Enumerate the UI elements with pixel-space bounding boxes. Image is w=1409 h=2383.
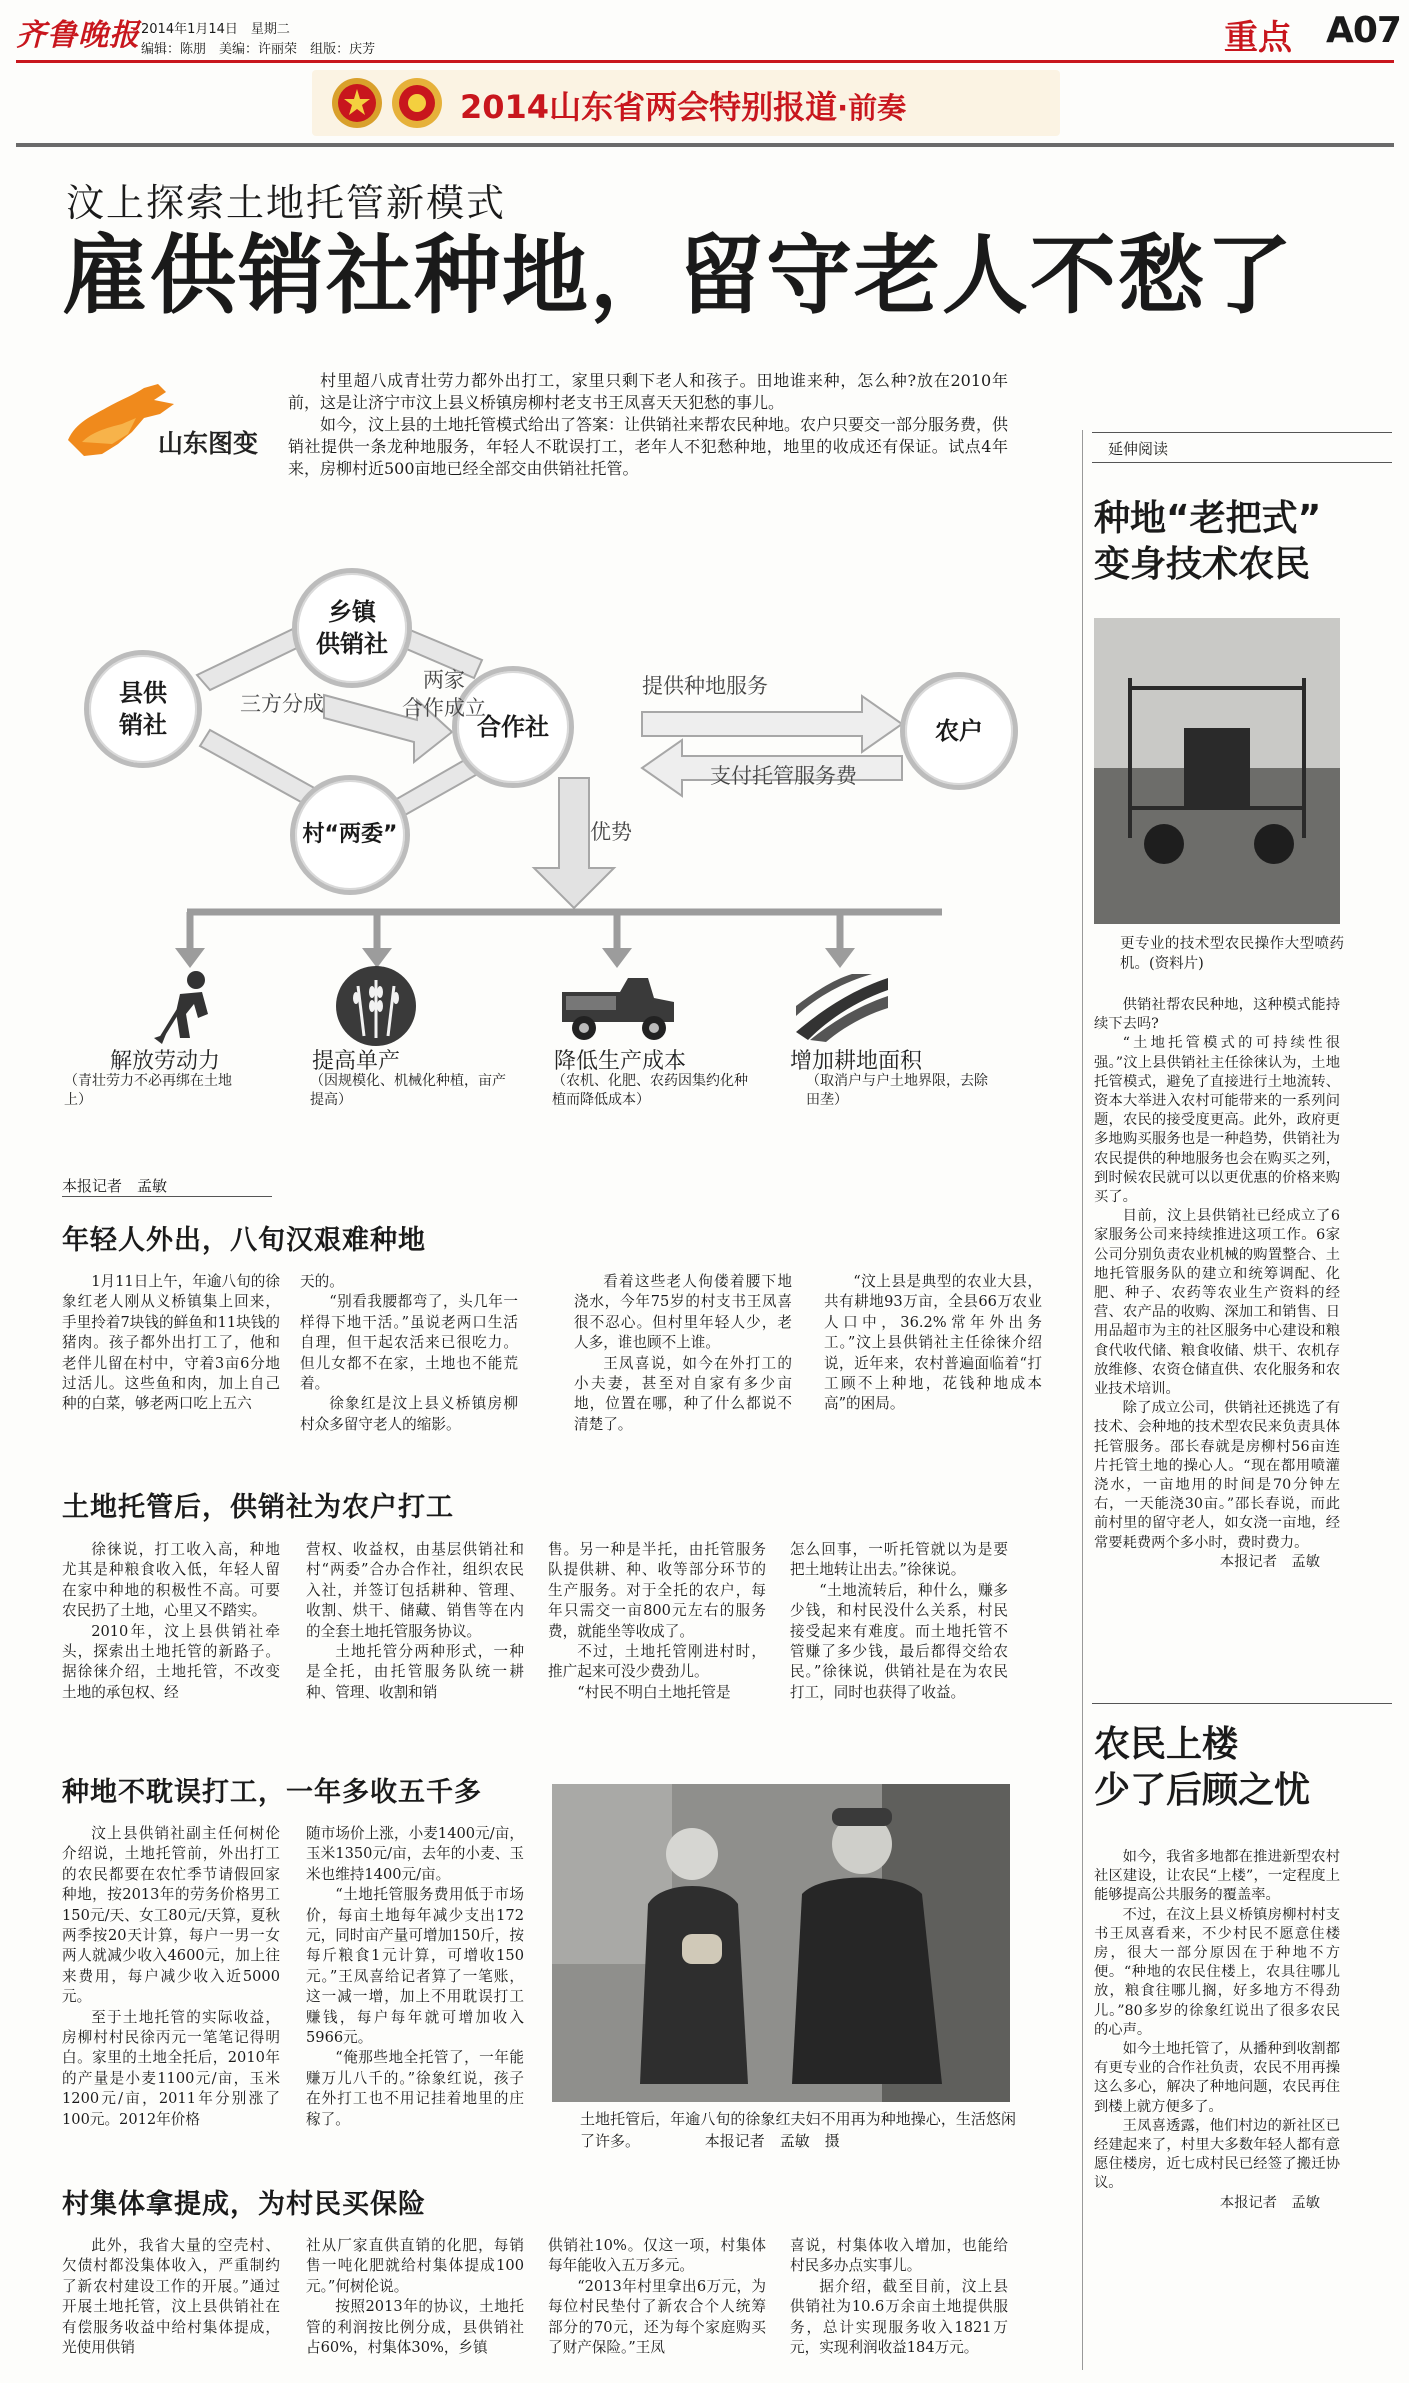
paragraph: 王凤喜透露，他们村边的新社区已经建起来了，村里大多数年轻人都有意愿住楼房，近七成村民已经签了搬迁协议。 xyxy=(1094,2117,1340,2192)
paragraph: 王凤喜说，如今在外打工的小夫妻，甚至对自家有多少亩地，位置在哪，种了什么都说不清楚了。 xyxy=(574,1354,792,1433)
paragraph: 如今，我省多地都在推进新型农村社区建设，让农民“上楼”，一定程度上能够提高公共服务的覆盖率。 xyxy=(1094,1849,1340,1904)
paragraph: 喜说，村集体收入增加，也能给村民多办点实事儿。 xyxy=(790,2237,1008,2275)
benefit-more-land: 增加耕地面积 xyxy=(790,1049,923,1074)
section-1-col-1 xyxy=(62,1272,280,1415)
banner-title: 2014山东省两会特别报道·前奏 xyxy=(460,88,907,126)
benefit-free-labor-note: （青壮劳力不必再绑在土地上） xyxy=(64,1073,232,1108)
sidebar-story2-title: 农民上楼 少了后顾之忧 xyxy=(1094,1724,1311,1811)
paragraph: 不过，在汶上县义桥镇房柳村村支书王凤喜看来，不少村民不愿意住楼房，很大一部分原因在于种地不方便。“种地的农民住楼上，农具往哪儿放，粮食往哪儿搁，好多地方不得劲儿。”80多岁的徐象红说出了很多农民的心声。 xyxy=(1094,1906,1340,2038)
node-village-committee: 村“两委” xyxy=(290,775,410,895)
logo-label: 山东图变 xyxy=(158,429,259,458)
benefit-lower-cost-note: （农机、化肥、农药因集约化种植而降低成本） xyxy=(552,1073,748,1108)
paragraph: 营权、收益权，由基层供销社和村“两委”合办合作社，组织农民入社，并签订包括耕种、管理、收割、烘干、储藏、销售等在内的全套土地托管服务协议。 xyxy=(306,1541,524,1640)
node-cooperative: 合作社 xyxy=(452,666,574,788)
paragraph: 徐象红是汶上县义桥镇房柳村众多留守老人的缩影。 xyxy=(300,1395,518,1433)
lead-paragraph: 如今，汶上县的土地托管模式给出了答案：让供销社来帮农民种地。农户只要交一部分服务费，供销社提供一条龙种地服务，年轻人不耽误打工，老年人不犯愁种地，地里的收成还有保证。试点4年来，房柳村近500亩地已经全部交由供销社托管。 xyxy=(288,415,1009,478)
worker-digging-icon xyxy=(150,968,230,1044)
photo-caption: 土地托管后，年逾八旬的徐象红夫妇不用再为种地操心，生活悠闲了许多。 本报记者 孟敏 摄 xyxy=(580,2110,1016,2150)
lead-paragraphs xyxy=(288,370,1008,480)
special-report-banner xyxy=(312,70,1060,136)
sidebar-tag-rule xyxy=(1092,462,1392,463)
paragraph: 据介绍，截至目前，汶上县供销社为10.6万余亩土地提供服务，总计实现服务收入1821万元，实现利润收益184万元。 xyxy=(790,2277,1008,2357)
sprayer-illustration xyxy=(1094,618,1340,924)
shandong-change-logo xyxy=(62,382,272,462)
page-number: A07 xyxy=(1326,10,1401,51)
paragraph: 汶上县供销社副主任何树伦介绍说，土地托管前，外出打工的农民都要在农忙季节请假回家种地，按2013年的劳务价格男工150元/天、女工80元/天算，夏秋两季按20天计算，每户一男一女两人就减少收入4600元，加上往来费用，每户减少收入近5000元。 xyxy=(62,1825,280,2006)
sidebar-story2-body xyxy=(1094,1848,1340,2213)
paragraph: “土地流转后，种什么，赚多少钱，和村民没什么关系，村民接受起来有难度。而土地托管不管赚了多少钱，最后都得交给农民。”徐徕说，供销社是在为农民打工，同时也获得了收益。 xyxy=(790,1581,1008,1701)
section-1-col-4 xyxy=(824,1272,1042,1415)
label-provide-service: 提供种地服务 xyxy=(642,674,768,698)
label-advantage: 优势 xyxy=(590,820,632,844)
section-3-col-1 xyxy=(62,1824,280,2130)
paragraph: 随市场价上涨，小麦1400元/亩，玉米1350元/亩，去年的小麦、玉米也维持1400元/亩。 xyxy=(306,1825,524,1883)
section-4-col-4 xyxy=(790,2236,1008,2358)
headline-kicker: 汶上探索土地托管新模式 xyxy=(66,181,507,225)
paragraph: 看着这些老人佝偻着腰下地浇水，今年75岁的村支书王凤喜很不忍心。但村里年轻人少，老人多，谁也顾不上谁。 xyxy=(574,1273,792,1352)
sidebar-story2-byline: 本报记者 孟敏 xyxy=(1219,2194,1320,2211)
paragraph: 2010年，汶上县供销社牵头，探索出土地托管的新路子。据徐徕介绍，土地托管，不改变土地的承包权、经 xyxy=(62,1622,280,1701)
paragraph: “土地托管模式的可持续性很强。”汶上县供销社主任徐徕认为，土地托管模式，避免了直接进行土地流转、资本大举进入农村可能带来的一系列问题，农民的接受度更高。此外，政府更多地购买服务也是一种趋势，供销社为农民提供的种地服务也会在购买之列，到时候农民就可以以更优惠的价格来购买了。 xyxy=(1094,1035,1340,1206)
farm-machine-icon xyxy=(554,972,684,1042)
paragraph: 此外，我省大量的空壳村、欠债村都没集体收入，严重制约了新农村建设工作的开展。”通过开展土地托管，汶上县供销社在有偿服务收益中给村集体提成，光使用供销 xyxy=(62,2237,280,2357)
paragraph: 不过，土地托管刚进村时，推广起来可没少费劲儿。 xyxy=(548,1643,766,1681)
paragraph: 1月11日上午，年逾八旬的徐象红老人刚从义桥镇集上回来，手里拎着7块钱的鲜鱼和11块钱的猪肉。孩子都外出打工了，他和老伴儿留在村中，守着3亩6分地过活儿。这些鱼和肉，加上自己种的白菜，够老两口吃上五六 xyxy=(62,1273,280,1413)
sidebar-story1-byline: 本报记者 孟敏 xyxy=(1219,1553,1320,1570)
sprayer-photo xyxy=(1094,618,1340,924)
paragraph: 供销社10%。仅这一项，村集体每年能收入五万多元。 xyxy=(548,2237,766,2275)
node-farmer: 农户 xyxy=(900,672,1018,790)
label-pay-fee: 支付托管服务费 xyxy=(710,764,857,788)
land-trust-diagram xyxy=(62,520,1062,1120)
label-two-parties: 两家 合作成立 xyxy=(402,668,486,720)
section-1-col-3 xyxy=(574,1272,792,1435)
node-county-coop: 县供 销社 xyxy=(84,650,202,768)
elderly-couple-photo xyxy=(552,1784,1010,2102)
paragraph: “土地托管服务费用低于市场价，每亩土地每年减少支出172元，同时亩产量可增加150斤，按每斤粮食1元计算，可增收150元。”王凤喜给记者算了一笔账，这一减一增，加上不用耽误打工赚钱，每户每年就可增加收入5966元。 xyxy=(306,1886,524,2047)
wheat-icon xyxy=(334,964,418,1048)
paragraph: 怎么回事，一听托管就以为是要把土地转让出去。”徐徕说。 xyxy=(790,1541,1008,1579)
elderly-couple-illustration xyxy=(552,1784,1010,2102)
benefit-higher-yield-note: （因规模化、机械化种植，亩产提高） xyxy=(310,1073,506,1108)
paragraph: 除了成立公司，供销社还挑选了有技术、会种地的技术型农民来负责具体托管服务。邵长春就是房柳村56亩连片托管土地的操心人。“现在都用喷灌浇水，一亩地用的时间是70分钟左右，一天能浇30亩。”邵长春说，而此前村里的留守老人，如女浇一亩地，经常要耗费两个多小时，费时费力。 xyxy=(1094,1400,1340,1551)
benefit-more-land-note: （取消户与户土地界限，去除田垄） xyxy=(806,1073,988,1108)
field-rows-icon xyxy=(792,970,892,1044)
paragraph: 目前，汶上县供销社已经成立了6家服务公司来持续推进这项工作。6家公司分别负责农业机械的购置整合、土地托管服务队的建立和统筹调配、化肥、种子、农药等农业生产资料的经营、农产品的收购、深加工和销售、日用品超市为主的社区服务中心建设和粮食代收代储、粮食收储、烘干、农机存放维修、农资仓储直供、农化服务和农业技术培训。 xyxy=(1094,1208,1340,1398)
sidebar-top-rule xyxy=(1092,432,1392,433)
paragraph: 至于土地托管的实际收益，房柳村村民徐丙元一笔笔记得明白。家里的土地全托后，2010年的产量是小麦1100元/亩，玉米1200元/亩，2011年分别涨了100元。2012年价格 xyxy=(62,2008,280,2128)
paper-name: 齐鲁晚报 xyxy=(16,18,140,53)
node-township-coop: 乡镇 供销社 xyxy=(292,568,412,688)
paragraph: 社从厂家直供直销的化肥，每销售一吨化肥就给村集体提成100元。”何树伦说。 xyxy=(306,2237,524,2295)
section-2-col-1 xyxy=(62,1540,280,1703)
lead-paragraph: 村里超八成青壮劳力都外出打工，家里只剩下老人和孩子。田地谁来种，怎么种?放在2010年前，这是让济宁市汶上县义桥镇房柳村老支书王凤喜天天犯愁的事儿。 xyxy=(288,371,1008,412)
section-heading: 土地托管后，供销社为农户打工 xyxy=(62,1492,454,1523)
masthead xyxy=(16,8,1401,58)
label-three-way: 三方分成 xyxy=(240,692,324,716)
section-label: 重点 xyxy=(1224,18,1292,58)
paragraph: 按照2013年的协议，土地托管的利润按比例分成，县供销社占60%，村集体30%，乡镇 xyxy=(306,2298,524,2357)
section-heading: 种地不耽误打工，一年多收五千多 xyxy=(62,1777,482,1808)
sprayer-photo-caption: 更专业的技术型农民操作大型喷药机。(资料片) xyxy=(1120,936,1344,972)
main-headline: 雇供销社种地，留守老人不愁了 xyxy=(62,226,1294,326)
emblem-icon xyxy=(330,76,384,130)
paragraph: 土地托管分两种形式，一种是全托，由托管服务队统一耕种、管理、收割和销 xyxy=(306,1643,524,1701)
paragraph: 天的。 xyxy=(300,1273,344,1290)
sidebar-story1-body xyxy=(1094,996,1340,1572)
sidebar-story-divider xyxy=(1092,1703,1392,1704)
byline-rule xyxy=(62,1196,272,1197)
section-1-col-2 xyxy=(300,1272,518,1435)
section-3-col-2 xyxy=(306,1824,524,2130)
issue-date: 2014年1月14日 星期二 xyxy=(141,22,290,37)
section-4-col-3 xyxy=(548,2236,766,2358)
sidebar-tag: 延伸阅读 xyxy=(1108,440,1169,458)
paragraph: “2013年村里拿出6万元，为每位村民垫付了新农合个人统筹部分的70元，还为每个家庭购买了财产保险。”王凤 xyxy=(548,2277,766,2357)
paragraph: “汶上县是典型的农业大县，共有耕地93万亩，全县66万农业人口中，36.2%常年外出务工。”汶上县供销社主任徐徕介绍说，近年来，农村普遍面临着“打工顾不上种地，花钱种地成本高”的困局。 xyxy=(824,1273,1042,1413)
section-4-col-1 xyxy=(62,2236,280,2358)
banner-rule xyxy=(16,143,1394,147)
benefit-lower-cost: 降低生产成本 xyxy=(554,1049,687,1074)
masthead-rule xyxy=(16,60,1394,63)
section-4-col-2 xyxy=(306,2236,524,2358)
section-2-col-4 xyxy=(790,1540,1008,1703)
section-2-col-3 xyxy=(548,1540,766,1703)
main-byline: 本报记者 孟敏 xyxy=(62,1177,168,1195)
paragraph: 如今土地托管了，从播种到收割都有更专业的合作社负责，农民不用再操这么多心，解决了种地问题，农民再住到楼上就方便多了。 xyxy=(1094,2041,1340,2115)
sidebar-story1-title: 种地“老把式” 变身技术农民 xyxy=(1094,498,1322,585)
benefit-free-labor: 解放劳动力 xyxy=(110,1049,221,1074)
paragraph: 售。另一种是半托，由托管服务队提供耕、种、收等部分环节的生产服务。对于全托的农户，每年只需交一亩800元左右的服务费，就能坐等收成了。 xyxy=(548,1541,766,1640)
sidebar-divider xyxy=(1082,430,1083,2370)
paragraph: “俺那些地全托管了，一年能赚万儿八千的。”徐象红说，孩子在外打工也不用记挂着地里的庄稼了。 xyxy=(306,2049,524,2128)
paragraph: 供销社帮农民种地，这种模式能持续下去吗? xyxy=(1094,997,1340,1033)
paragraph: 徐徕说，打工收入高，种地尤其是种粮食收入低，年轻人留在家中种地的积极性不高。可要农民扔了土地，心里又不踏实。 xyxy=(62,1541,280,1620)
paragraph: “村民不明白土地托管是 xyxy=(577,1683,731,1701)
photo-credit: 本报记者 孟敏 摄 xyxy=(704,2132,840,2150)
section-heading: 村集体拿提成，为村民买保险 xyxy=(62,2189,426,2220)
staff-credits: 编辑：陈朋 美编：许丽荣 组版：庆芳 xyxy=(141,42,376,57)
section-heading: 年轻人外出，八旬汉艰难种地 xyxy=(62,1225,426,1256)
paragraph: “别看我腰都弯了，头几年一样得下地干活。”虽说老两口生活自理，但干起农活来已很吃力。但儿女都不在家，土地也不能荒着。 xyxy=(300,1293,518,1393)
section-2-col-2 xyxy=(306,1540,524,1703)
benefit-higher-yield: 提高单产 xyxy=(312,1049,401,1074)
cppcc-emblem-icon xyxy=(390,76,444,130)
